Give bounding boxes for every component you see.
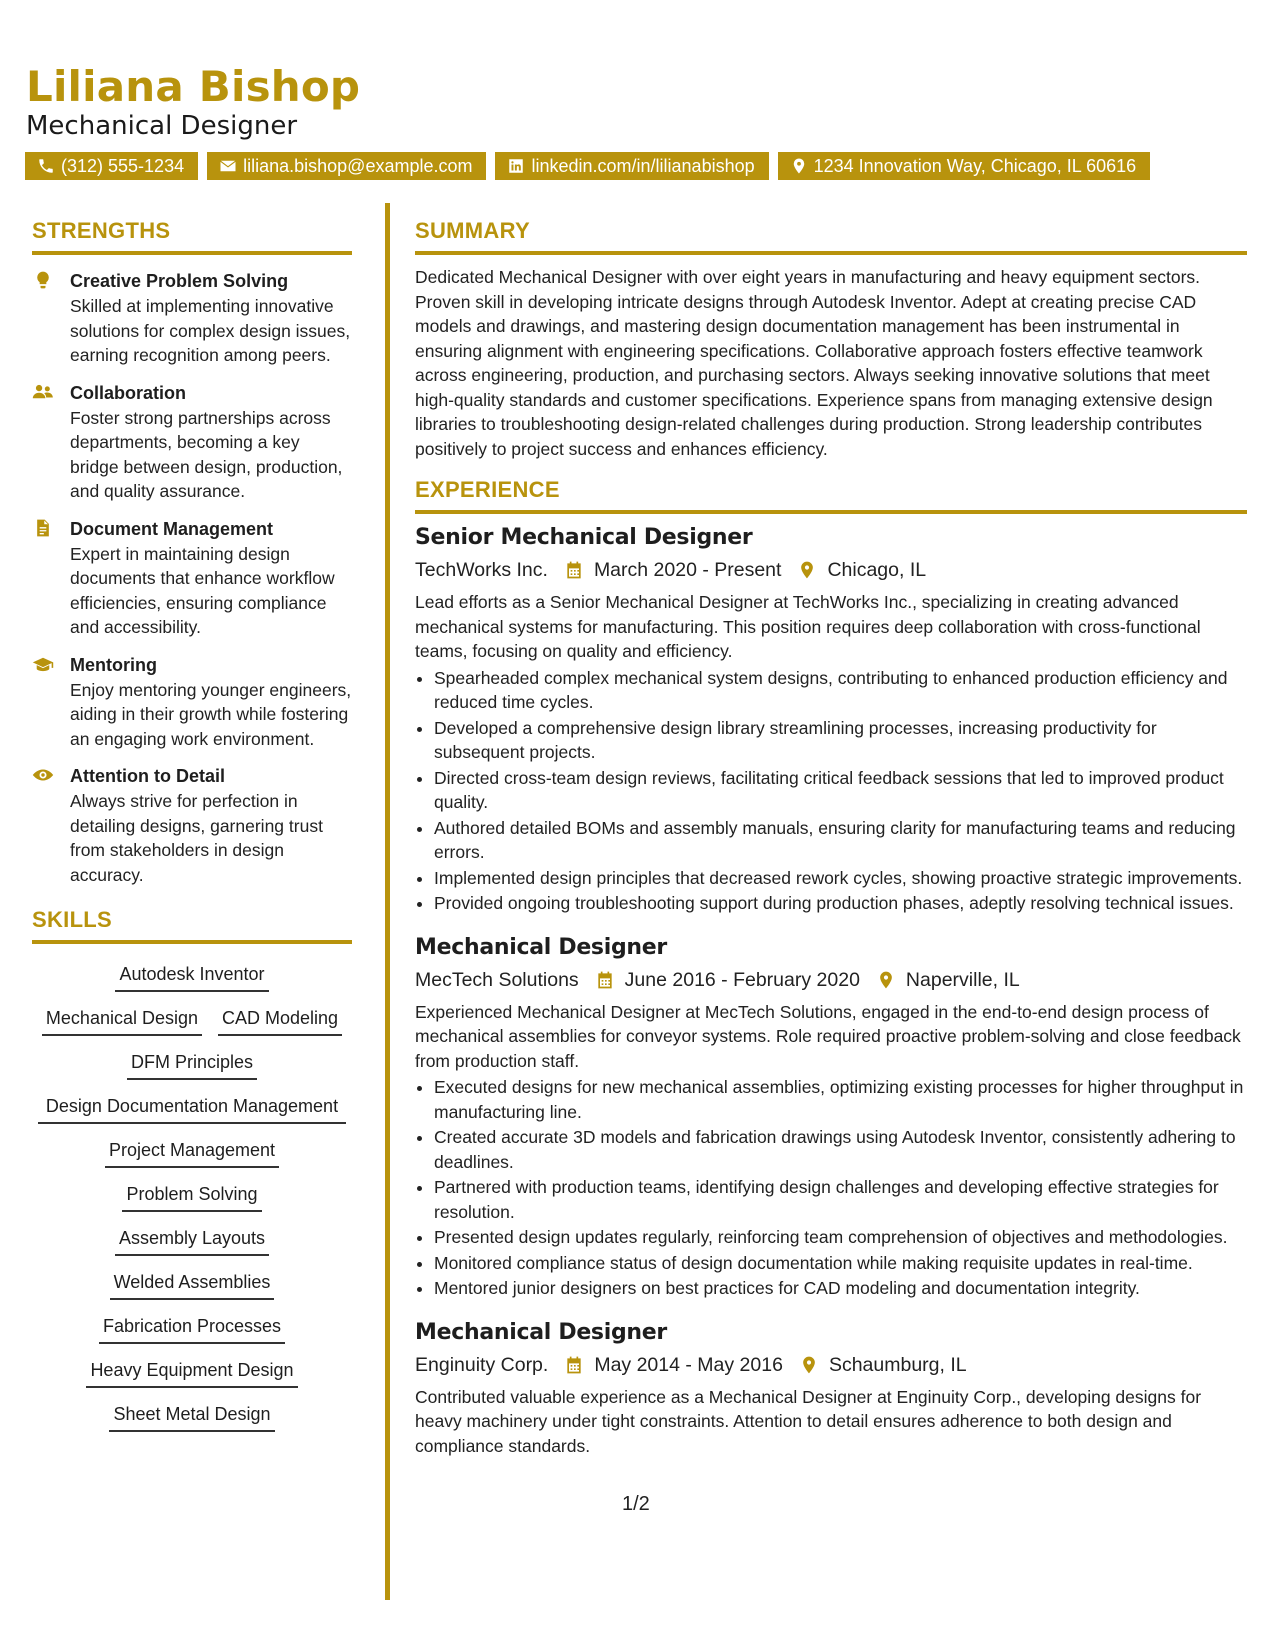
job-meta	[415, 1351, 1247, 1379]
strength-title: Collaboration	[70, 382, 186, 403]
contact-address[interactable]	[778, 152, 1151, 180]
contact-bar	[25, 152, 1150, 180]
job-meta	[415, 556, 1247, 584]
graduation-cap-icon	[32, 654, 54, 674]
strength-title: Document Management	[70, 518, 274, 539]
contact-linkedin[interactable]	[495, 152, 768, 180]
skill-tag: DFM Principles	[127, 1050, 257, 1080]
job-dates: June 2016 - February 2020	[624, 968, 860, 991]
skill-tag: Project Management	[105, 1138, 279, 1168]
job-title: Mechanical Designer	[415, 1319, 667, 1345]
strength-item	[32, 269, 352, 368]
skill-tag: Welded Assemblies	[110, 1270, 275, 1300]
job-bullet: • Monitored compliance status of design documentation while making requisite updates in real-time.	[434, 1251, 1247, 1276]
job-meta	[415, 966, 1247, 994]
strengths-list	[32, 269, 352, 887]
contact-phone[interactable]	[25, 152, 198, 180]
job-entry	[415, 934, 1247, 1301]
contact-email-text: liliana.bishop@example.com	[243, 155, 473, 176]
strength-desc: Foster strong partnerships across departments, becoming a key bridge between design, production, and quality assurance.	[70, 407, 343, 501]
skill-tag: Sheet Metal Design	[109, 1402, 274, 1432]
map-pin-icon	[797, 560, 817, 580]
job-dates: March 2020 - Present	[593, 559, 782, 581]
strength-desc: Always strive for perfection in detailing designs, garnering trust from stakeholders in design accuracy.	[70, 791, 323, 885]
job-location: Schaumburg, IL	[828, 1353, 967, 1376]
contact-address-text: 1234 Innovation Way, Chicago, IL 60616	[813, 155, 1137, 176]
strengths-heading: STRENGTHS	[32, 218, 352, 255]
skill-tag: CAD Modeling	[218, 1006, 342, 1036]
job-description: Experienced Mechanical Designer at MecTech Solutions, engaged in the end-to-end design process of mechanical assemblies for conveyor systems. Role required proactive problem-solving and close feedback from production staff.	[415, 1001, 1241, 1071]
column-divider	[385, 203, 390, 1600]
strength-desc: Skilled at implementing innovative solutions for complex design issues, earning recognition among peers.	[70, 296, 351, 365]
job-entry	[415, 524, 1247, 916]
strength-title: Attention to Detail	[70, 766, 225, 786]
left-column	[32, 218, 352, 1432]
candidate-name: Liliana Bishop	[26, 62, 361, 111]
job-title: Senior Mechanical Designer	[415, 525, 753, 550]
job-bullets	[415, 666, 1247, 916]
job-bullet: • Partnered with production teams, identifying design challenges and developing effective strategies for resolution.	[434, 1175, 1247, 1224]
users-icon	[32, 382, 54, 402]
contact-linkedin-text: linkedin.com/in/lilianabishop	[531, 155, 755, 176]
job-title: Mechanical Designer	[415, 934, 667, 960]
skill-tag: Design Documentation Management	[38, 1094, 346, 1124]
contact-email[interactable]	[207, 152, 486, 180]
strength-item	[32, 764, 352, 887]
job-bullet: • Mentored junior designers on best practices for CAD modeling and documentation integrity.	[434, 1276, 1247, 1301]
job-company: Enginuity Corp.	[415, 1353, 549, 1376]
job-bullet: • Executed designs for new mechanical assemblies, optimizing existing processes for higher throughput in manufacturing line.	[434, 1075, 1247, 1124]
job-bullet: • Created accurate 3D models and fabrication drawings using Autodesk Inventor, consistently adhering to deadlines.	[434, 1125, 1247, 1174]
map-pin-icon	[799, 1355, 819, 1375]
summary-text: Dedicated Mechanical Designer with over eight years in manufacturing and heavy equipment sectors. Proven skill in developing intricate designs through Autodesk Inventor. Adept at creating precise CAD models and drawings, and mastering design documentation management has been instrumental in ensuring alignment with engineering specifications. Collaborative approach fosters effective teamwork across engineering, production, and purchasing sectors. Always seeking innovative solutions that meet high-quality standards and customer specifications. Experience spans from managing extensive design libraries to troubleshooting design-related challenges during production. Strong leadership contributes positively to project success and enhances efficiency.	[415, 267, 1213, 459]
strength-title: Mentoring	[70, 654, 157, 675]
job-entry	[415, 1319, 1247, 1459]
summary-heading: SUMMARY	[415, 218, 1247, 255]
map-pin-icon	[790, 157, 808, 175]
job-company: MecTech Solutions	[415, 968, 579, 991]
skills-list	[32, 962, 352, 1432]
map-pin-icon	[876, 970, 896, 990]
skills-heading: SKILLS	[32, 907, 352, 944]
job-bullets	[415, 1075, 1247, 1301]
experience-heading: EXPERIENCE	[415, 477, 1247, 514]
job-bullet: • Authored detailed BOMs and assembly manuals, ensuring clarity for manufacturing teams and reducing errors.	[434, 816, 1247, 865]
page-number: 1/2	[622, 1493, 650, 1515]
job-bullet: • Spearheaded complex mechanical system designs, contributing to enhanced production efficiency and reduced time cycles.	[434, 666, 1247, 715]
skill-tag: Fabrication Processes	[99, 1314, 285, 1344]
candidate-role: Mechanical Designer	[26, 111, 298, 141]
envelope-icon	[219, 157, 237, 175]
skill-tag: Problem Solving	[122, 1182, 261, 1212]
strength-item	[32, 653, 352, 752]
right-column	[415, 218, 1247, 1458]
job-bullet: • Provided ongoing troubleshooting support during production phases, adeptly resolving technical issues.	[434, 891, 1247, 916]
calendar-icon	[564, 560, 584, 580]
job-bullet: • Developed a comprehensive design library streamlining processes, increasing productivity for subsequent projects.	[434, 716, 1247, 765]
skill-tag: Assembly Layouts	[115, 1226, 269, 1256]
eye-icon	[32, 765, 54, 785]
strength-title: Creative Problem Solving	[70, 271, 289, 291]
skill-tag: Mechanical Design	[42, 1006, 202, 1036]
skill-tag: Heavy Equipment Design	[86, 1358, 297, 1388]
strength-desc: Enjoy mentoring younger engineers, aiding in their growth while fostering an engaging work environment.	[70, 679, 352, 749]
phone-icon	[37, 157, 55, 175]
lightbulb-icon	[32, 270, 54, 290]
job-bullet: • Directed cross-team design reviews, facilitating critical feedback sessions that led to improved product quality.	[434, 766, 1247, 815]
job-dates: May 2014 - May 2016	[594, 1353, 783, 1376]
job-location: Chicago, IL	[827, 559, 927, 581]
job-bullet: • Implemented design principles that decreased rework cycles, showing proactive strategic improvements.	[434, 866, 1247, 891]
job-description: Lead efforts as a Senior Mechanical Designer at TechWorks Inc., specializing in creating advanced mechanical systems for manufacturing. This position requires deep collaboration with cross-functional teams, focusing on quality and efficiency.	[415, 592, 1201, 661]
job-bullet: • Presented design updates regularly, reinforcing team comprehension of objectives and methodologies.	[434, 1225, 1247, 1250]
calendar-icon	[564, 1355, 584, 1375]
job-company: TechWorks Inc.	[415, 559, 548, 581]
job-location: Naperville, IL	[905, 968, 1020, 991]
job-description: Contributed valuable experience as a Mechanical Designer at Enginuity Corp., developing designs for heavy machinery under tight constraints. Attention to detail ensures adherence to both design and compliance standards.	[415, 1386, 1202, 1456]
contact-phone-text: (312) 555-1234	[61, 155, 185, 176]
calendar-icon	[595, 970, 615, 990]
document-icon	[32, 518, 54, 538]
strength-item	[32, 517, 352, 640]
strength-item	[32, 381, 352, 504]
linkedin-icon	[507, 157, 525, 175]
strength-desc: Expert in maintaining design documents that enhance workflow efficiencies, ensuring compliance and accessibility.	[70, 543, 335, 637]
skill-tag: Autodesk Inventor	[115, 962, 268, 992]
